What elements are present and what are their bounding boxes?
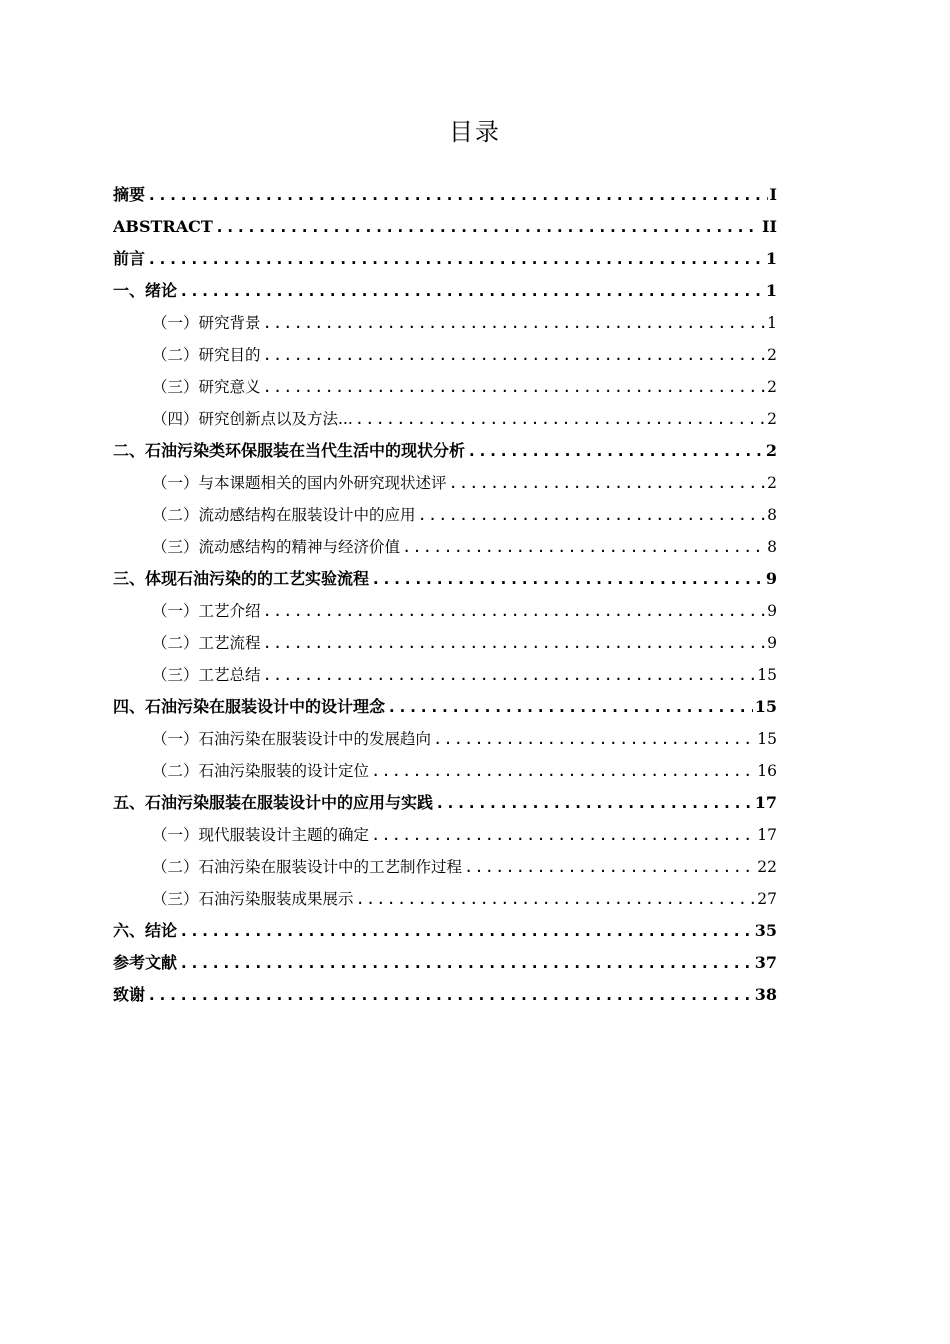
toc-entry-label: （二）工艺流程 bbox=[152, 634, 261, 652]
toc-entry[interactable] bbox=[113, 851, 777, 883]
toc-entry-page-number: 15 bbox=[757, 666, 777, 684]
toc-dot-leader bbox=[263, 627, 766, 659]
toc-entry-label: （一）研究背景 bbox=[152, 314, 261, 332]
toc-entry[interactable] bbox=[113, 211, 777, 243]
toc-entry-label: 五、石油污染服装在服装设计中的应用与实践 bbox=[113, 793, 434, 812]
toc-entry[interactable] bbox=[113, 435, 777, 467]
toc-entry-page-number: 17 bbox=[757, 826, 777, 844]
toc-entry-label: （一）工艺介绍 bbox=[152, 602, 261, 620]
toc-dot-leader bbox=[356, 883, 756, 915]
toc-dot-leader bbox=[147, 243, 764, 275]
toc-dot-leader bbox=[387, 691, 753, 723]
toc-entry-page-number: 8 bbox=[767, 538, 777, 556]
toc-entry[interactable] bbox=[113, 979, 777, 1011]
toc-entry-label: 一、绪论 bbox=[113, 281, 178, 300]
toc-entry-label: 四、石油污染在服装设计中的设计理念 bbox=[113, 697, 386, 716]
toc-entry[interactable] bbox=[113, 531, 777, 563]
toc-dot-leader bbox=[263, 371, 766, 403]
toc-entry[interactable] bbox=[113, 659, 777, 691]
toc-dot-leader bbox=[179, 275, 764, 307]
toc-entry-label: （三）工艺总结 bbox=[152, 666, 261, 684]
toc-dot-leader bbox=[179, 947, 753, 979]
toc-entry-label: 参考文献 bbox=[113, 953, 178, 972]
toc-entry-label: （二）研究目的 bbox=[152, 346, 261, 364]
toc-entry[interactable] bbox=[113, 947, 777, 979]
toc-entry-page-number: II bbox=[762, 217, 777, 236]
toc-entry-label: 摘要 bbox=[113, 185, 146, 204]
page-title: 目录 bbox=[449, 118, 501, 146]
toc-entry-page-number: 9 bbox=[767, 602, 777, 620]
toc-entry-label: 三、体现石油污染的的工艺实验流程 bbox=[113, 569, 370, 588]
toc-entry-label: （一）石油污染在服装设计中的发展趋向 bbox=[152, 730, 432, 748]
toc-dot-leader bbox=[371, 755, 755, 787]
toc-entry[interactable] bbox=[113, 275, 777, 307]
table-of-contents bbox=[113, 179, 777, 1011]
toc-entry-page-number: 1 bbox=[765, 249, 777, 268]
toc-entry-page-number: 16 bbox=[757, 762, 777, 780]
toc-entry-label: （一）现代服装设计主题的确定 bbox=[152, 826, 370, 844]
toc-entry[interactable] bbox=[113, 819, 777, 851]
toc-entry[interactable] bbox=[113, 179, 777, 211]
toc-entry-page-number: 2 bbox=[765, 441, 777, 460]
toc-entry[interactable] bbox=[113, 467, 777, 499]
toc-entry-label: （二）流动感结构在服装设计中的应用 bbox=[152, 506, 416, 524]
toc-entry-label: （三）石油污染服装成果展示 bbox=[152, 890, 354, 908]
toc-entry-label: 六、结论 bbox=[113, 921, 178, 940]
toc-entry[interactable] bbox=[113, 563, 777, 595]
toc-entry-label: （三）流动感结构的精神与经济价值 bbox=[152, 538, 401, 556]
toc-dot-leader bbox=[147, 979, 753, 1011]
toc-entry-page-number: 1 bbox=[765, 281, 777, 300]
toc-entry[interactable] bbox=[113, 723, 777, 755]
toc-entry-label: （二）石油污染在服装设计中的工艺制作过程 bbox=[152, 858, 463, 876]
toc-entry-page-number: 22 bbox=[757, 858, 777, 876]
toc-entry-label: 二、石油污染类环保服装在当代生活中的现状分析 bbox=[113, 441, 466, 460]
toc-entry-page-number: 9 bbox=[765, 569, 777, 588]
toc-dot-leader bbox=[449, 467, 766, 499]
toc-dot-leader bbox=[179, 915, 753, 947]
toc-dot-leader bbox=[433, 723, 755, 755]
toc-entry-page-number: 2 bbox=[767, 474, 777, 492]
toc-entry-page-number: 2 bbox=[767, 346, 777, 364]
toc-dot-leader bbox=[402, 531, 765, 563]
toc-entry-page-number: 38 bbox=[754, 985, 777, 1004]
toc-dot-leader bbox=[371, 563, 764, 595]
toc-entry-page-number: 8 bbox=[767, 506, 777, 524]
toc-entry-page-number: 2 bbox=[767, 410, 777, 428]
toc-entry[interactable] bbox=[113, 499, 777, 531]
toc-dot-leader bbox=[371, 819, 755, 851]
toc-entry-label: 致谢 bbox=[113, 985, 146, 1004]
toc-dot-leader bbox=[147, 179, 768, 211]
toc-entry-label: ABSTRACT bbox=[113, 217, 213, 236]
toc-entry[interactable] bbox=[113, 371, 777, 403]
toc-dot-leader bbox=[263, 307, 766, 339]
toc-entry[interactable] bbox=[113, 915, 777, 947]
toc-entry[interactable] bbox=[113, 755, 777, 787]
toc-entry-page-number: 35 bbox=[754, 921, 777, 940]
toc-entry-label: （二）石油污染服装的设计定位 bbox=[152, 762, 370, 780]
toc-dot-leader bbox=[263, 659, 756, 691]
toc-entry[interactable] bbox=[113, 243, 777, 275]
toc-dot-leader bbox=[435, 787, 753, 819]
toc-entry[interactable] bbox=[113, 883, 777, 915]
toc-entry-page-number: 15 bbox=[757, 730, 777, 748]
toc-entry-label: 前言 bbox=[113, 249, 146, 268]
toc-entry-page-number: 1 bbox=[767, 314, 777, 332]
toc-entry-page-number: 9 bbox=[767, 634, 777, 652]
toc-entry-label: （四）研究创新点以及方法... bbox=[152, 410, 353, 428]
toc-entry-page-number: I bbox=[769, 185, 777, 204]
toc-dot-leader bbox=[464, 851, 755, 883]
toc-dot-leader bbox=[355, 403, 765, 435]
toc-dot-leader bbox=[263, 339, 766, 371]
toc-dot-leader bbox=[418, 499, 766, 531]
toc-entry-page-number: 15 bbox=[754, 697, 777, 716]
toc-entry[interactable] bbox=[113, 403, 777, 435]
toc-entry[interactable] bbox=[113, 627, 777, 659]
toc-dot-leader bbox=[467, 435, 764, 467]
toc-entry[interactable] bbox=[113, 691, 777, 723]
toc-entry-page-number: 2 bbox=[767, 378, 777, 396]
toc-entry[interactable] bbox=[113, 307, 777, 339]
toc-entry-label: （三）研究意义 bbox=[152, 378, 261, 396]
toc-entry[interactable] bbox=[113, 787, 777, 819]
toc-dot-leader bbox=[215, 211, 760, 243]
toc-entry-label: （一）与本课题相关的国内外研究现状述评 bbox=[152, 474, 447, 492]
toc-entry[interactable] bbox=[113, 339, 777, 371]
toc-entry[interactable] bbox=[113, 595, 777, 627]
toc-entry-page-number: 37 bbox=[754, 953, 777, 972]
toc-dot-leader bbox=[263, 595, 766, 627]
toc-entry-page-number: 17 bbox=[754, 793, 777, 812]
toc-entry-page-number: 27 bbox=[757, 890, 777, 908]
